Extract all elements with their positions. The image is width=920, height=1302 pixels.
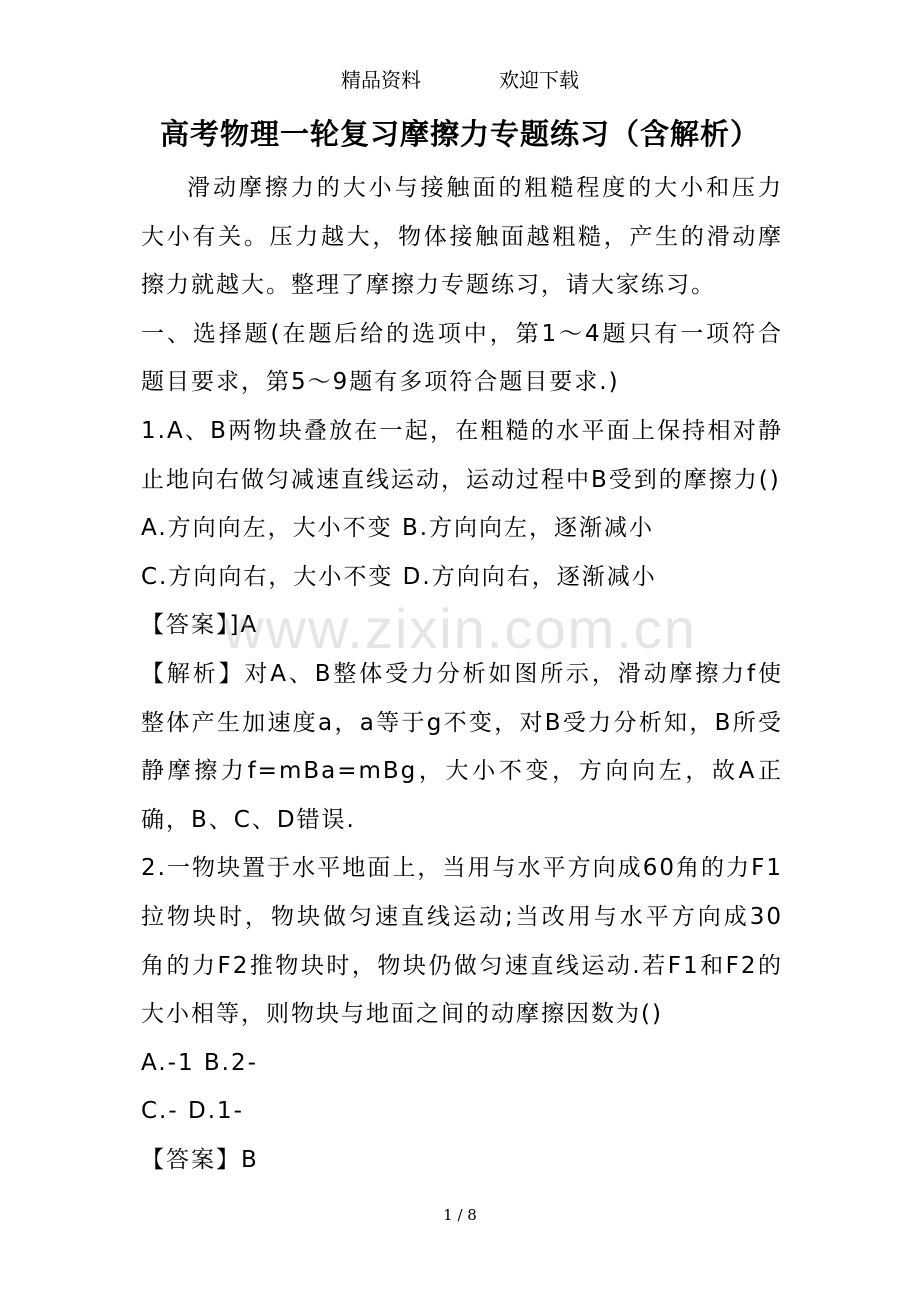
page-header [0, 64, 920, 96]
question-2: 2.一物块置于水平地面上，当用与水平方向成60角的力F1拉物块时，物块做匀速直线运动;当改用与水平方向成30角的力F2推物块时，物块仍做匀速直线运动.若F1和F2的大小相等，则物块与地面之间的动摩擦因数为() [141, 855, 783, 1028]
document-body [141, 164, 783, 1184]
question-2-options-ab: A.-1 B.2- [141, 1049, 258, 1076]
intro-paragraph: 滑动摩擦力的大小与接触面的粗糙程度的大小和压力大小有关。压力越大，物体接触面越粗糙，产生的滑动摩擦力就越大。整理了摩擦力专题练习，请大家练习。 [141, 175, 783, 299]
question-2-answer: 【答案】B [141, 1146, 259, 1173]
question-1-answer: 【答案】]A [141, 612, 259, 639]
page-number: 1 / 8 [443, 1206, 477, 1224]
question-1: 1.A、B两物块叠放在一起，在粗糙的水平面上保持相对静止地向右做匀减速直线运动，运动过程中B受到的摩擦力() [141, 417, 783, 493]
header-right-text: 欢迎下载 [499, 68, 579, 92]
watermark-text: www.zixin.com.cn [223, 597, 697, 660]
document-title: 高考物理一轮复习摩擦力专题练习（含解析） [159, 117, 760, 151]
question-1-options-ab: A.方向向左，大小不变 B.方向向左，逐渐减小 [141, 515, 655, 542]
section-heading: 一、选择题(在题后给的选项中，第1～4题只有一项符合题目要求，第5～9题有多项符合题目要求.) [141, 320, 783, 396]
header-left-text: 精品资料 [341, 68, 421, 92]
question-1-analysis: 【解析】对A、B整体受力分析如图所示，滑动摩擦力f使整体产生加速度a，a等于g不变，对B受力分析知，B所受静摩擦力f=mBa=mBg，大小不变，方向向左，故A正确，B、C、D错误. [141, 660, 783, 833]
question-2-options-cd: C.- D.1- [141, 1098, 244, 1125]
question-1-options-cd: C.方向向右，大小不变 D.方向向右，逐渐减小 [141, 563, 657, 590]
